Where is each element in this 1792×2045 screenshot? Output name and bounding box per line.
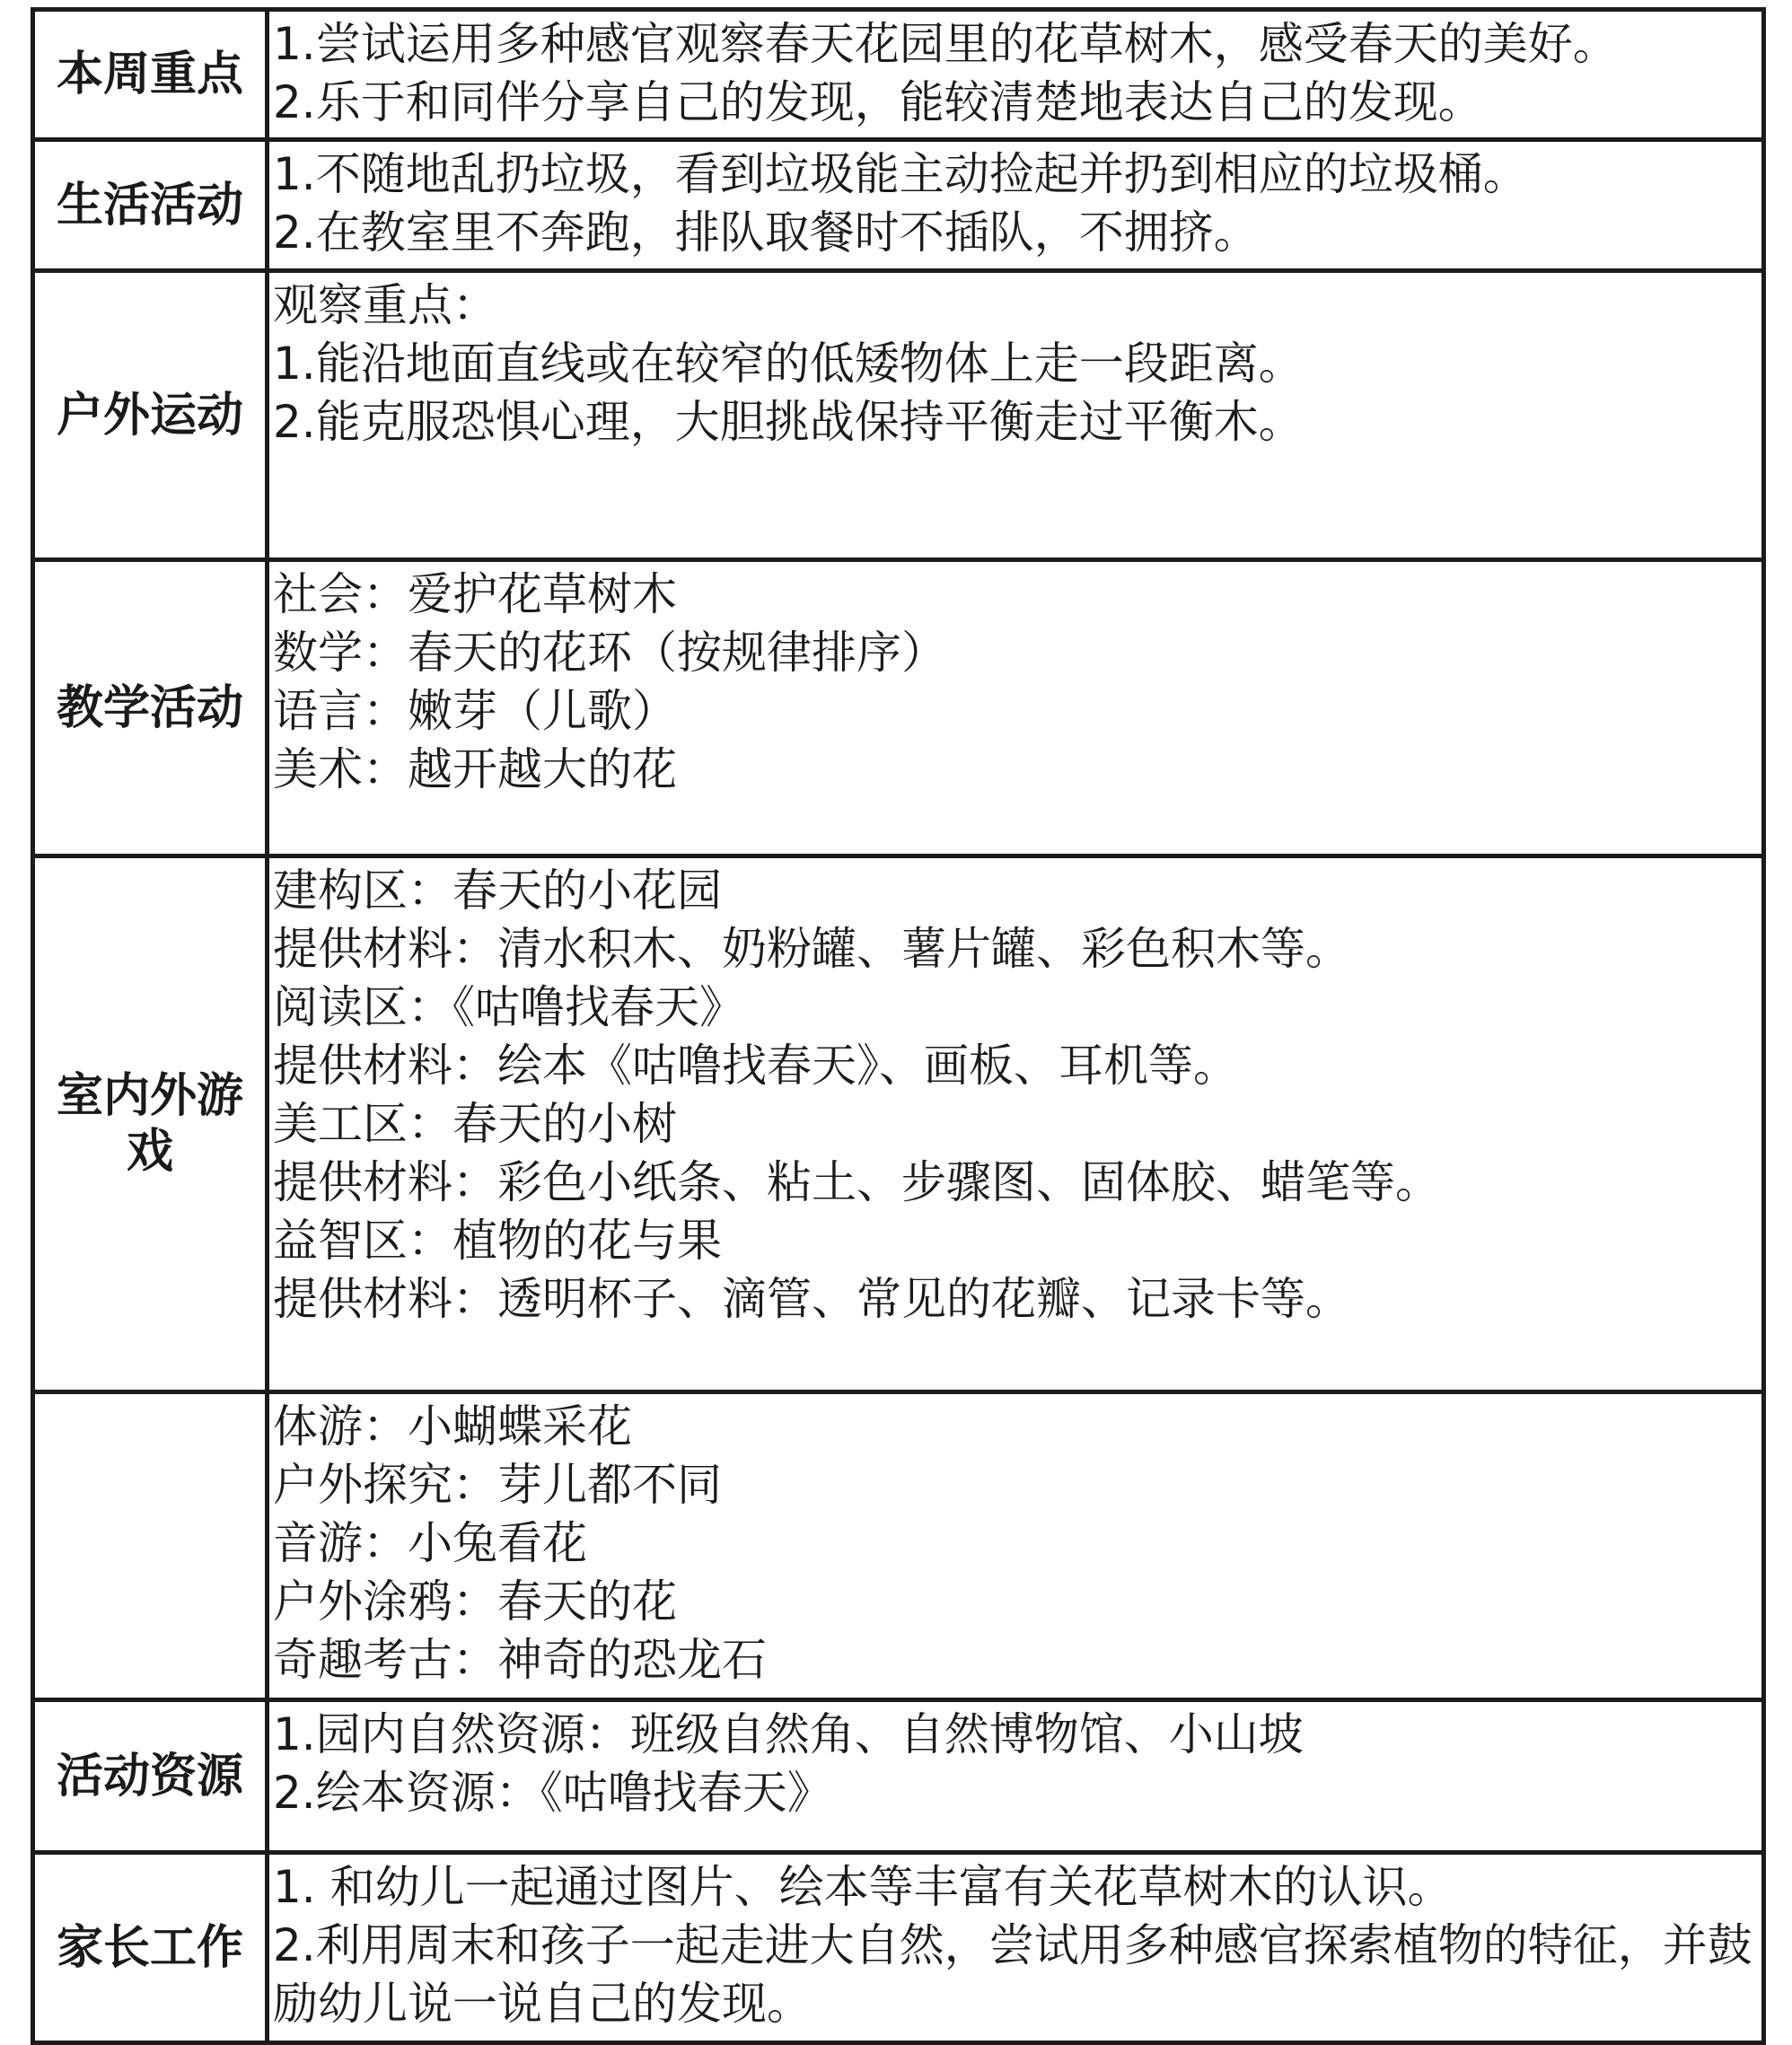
row-activity-resources [33, 1700, 1764, 1853]
content-line: 体游：小蝴蝶采花 [273, 1400, 632, 1453]
row-daily-activities [33, 140, 1764, 271]
row-header [33, 1392, 268, 1700]
content-line: 提供材料：清水积木、奶粉罐、薯片罐、彩色积木等。 [273, 923, 1350, 975]
row-outdoor-games [33, 1392, 1764, 1700]
row-games [33, 856, 1764, 1392]
content-line: 1.能沿地面直线或在较窄的低矮物体上走一段距离。 [273, 338, 1304, 390]
content-line: 提供材料：彩色小纸条、粘土、步骤图、固体胶、蜡笔等。 [273, 1156, 1440, 1208]
row-content [268, 1700, 1764, 1853]
row-header: 户外运动 [33, 271, 268, 560]
content-line: 1. 和幼儿一起通过图片、绘本等丰富有关花草树木的认识。 [273, 1861, 1453, 1913]
content-line: 观察重点： [273, 279, 497, 331]
content-line: 数学：春天的花环（按规律排序） [273, 627, 946, 679]
content-line: 音游：小兔看花 [273, 1517, 587, 1569]
row-parent-work [33, 1853, 1764, 2043]
content-line: 2.乐于和同伴分享自己的发现，能较清楚地表达自己的发现。 [273, 76, 1483, 128]
row-content [268, 10, 1764, 140]
row-content [268, 1853, 1764, 2043]
content-line: 1.尝试运用多种感官观察春天花园里的花草树木，感受春天的美好。 [273, 18, 1618, 70]
content-line: 社会：爱护花草树木 [273, 568, 677, 620]
row-content [268, 1392, 1764, 1700]
content-line: 户外涂鸦：春天的花 [273, 1575, 677, 1628]
content-line: 1.不随地乱扔垃圾，看到垃圾能主动捡起并扔到相应的垃圾桶。 [273, 148, 1528, 200]
row-content [268, 140, 1764, 271]
row-content [268, 856, 1764, 1392]
content-line: 建构区：春天的小花园 [273, 865, 722, 917]
content-line: 户外探究：芽儿都不同 [273, 1459, 722, 1511]
row-header: 家长工作 [33, 1853, 268, 2043]
content-line: 提供材料：绘本《咕噜找春天》、画板、耳机等。 [273, 1040, 1238, 1092]
content-line: 2.能克服恐惧心理，大胆挑战保持平衡走过平衡木。 [273, 396, 1304, 448]
row-header: 教学活动 [33, 560, 268, 856]
row-teaching-activities [33, 560, 1764, 856]
row-content [268, 271, 1764, 560]
weekly-plan-table [31, 7, 1766, 2045]
row-header: 本周重点 [33, 10, 268, 140]
content-line: 益智区：植物的花与果 [273, 1215, 722, 1267]
content-line: 2.利用周末和孩子一起走进大自然，尝试用多种感官探索植物的特征，并鼓励幼儿说一说自己的发现。 [273, 1919, 1752, 2030]
content-line: 2.绘本资源：《咕噜找春天》 [273, 1767, 832, 1819]
content-line: 2.在教室里不奔跑，排队取餐时不插队，不拥挤。 [273, 206, 1259, 259]
content-line: 美工区：春天的小树 [273, 1098, 677, 1150]
row-content [268, 560, 1764, 856]
content-line: 1.园内自然资源：班级自然角、自然博物馆、小山坡 [273, 1708, 1304, 1760]
row-header: 室内外游戏 [33, 856, 268, 1392]
content-line: 提供材料：透明杯子、滴管、常见的花瓣、记录卡等。 [273, 1273, 1350, 1325]
content-line: 语言：嫩芽（儿歌） [273, 685, 677, 737]
row-header: 生活活动 [33, 140, 268, 271]
row-header: 活动资源 [33, 1700, 268, 1853]
content-line: 奇趣考古：神奇的恐龙石 [273, 1634, 767, 1686]
row-weekly-focus [33, 10, 1764, 140]
row-outdoor-sports [33, 271, 1764, 560]
content-line: 美术：越开越大的花 [273, 743, 677, 795]
content-line: 阅读区：《咕噜找春天》 [273, 981, 744, 1033]
